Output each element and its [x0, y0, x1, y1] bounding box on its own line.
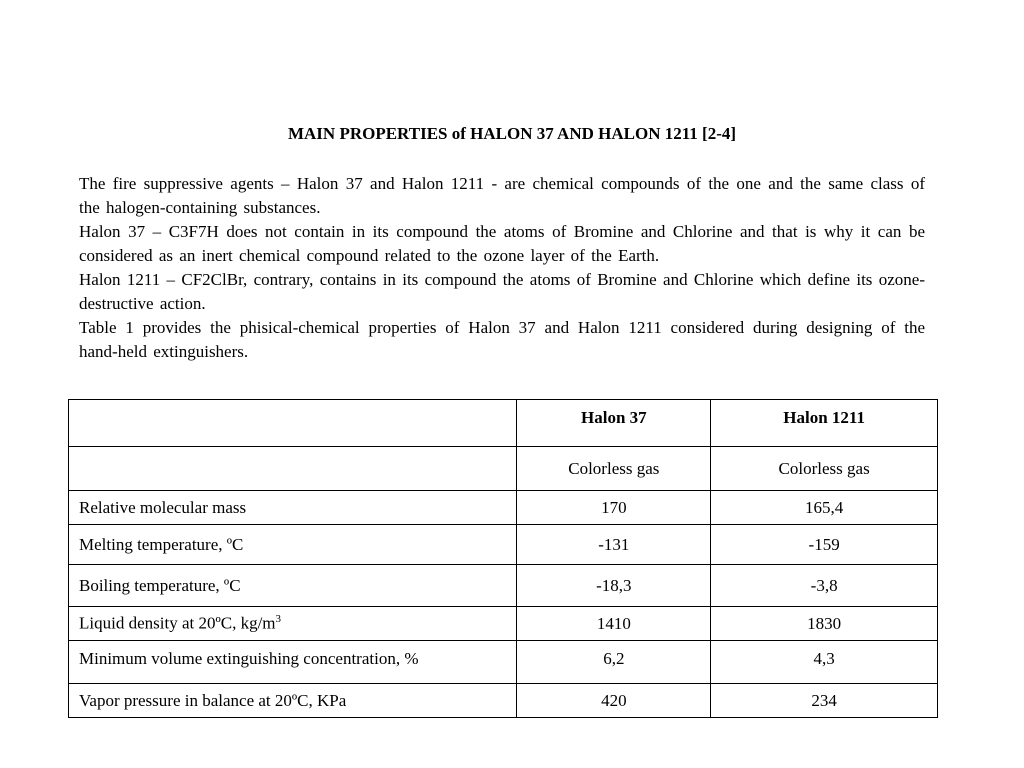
property-label: Liquid density at 20ºC, kg/m: [79, 613, 276, 633]
table-row: [69, 607, 938, 641]
property-cell: Melting temperature, ºC: [69, 525, 517, 565]
table-row: [69, 525, 938, 565]
halon-37-cell: 420: [517, 684, 711, 718]
halon-37-cell: -131: [517, 525, 711, 565]
property-cell: Vapor pressure in balance at 20ºC, KPa: [69, 684, 517, 718]
halon-37-cell: 170: [517, 491, 711, 525]
paragraph-intro: The fire suppressive agents – Halon 37 and Halon 1211 - are chemical compounds of the one and the same class of the halogen-containing substances.: [79, 174, 925, 217]
property-cell: [69, 447, 517, 491]
header-halon-1211: Halon 1211: [711, 400, 938, 447]
halon-1211-cell: 1830: [711, 607, 938, 641]
halon-37-cell: 1410: [517, 607, 711, 641]
table-row: [69, 684, 938, 718]
property-cell: Minimum volume extinguishing concentration, %: [69, 641, 517, 684]
paragraph-halon37: Halon 37 – C3F7H does not contain in its compound the atoms of Bromine and Chlorine and that is why it can be considered as an inert chemical compound related to the ozone layer of the Earth.: [79, 222, 925, 265]
halon-1211-cell: Colorless gas: [711, 447, 938, 491]
halon-37-cell: 6,2: [517, 641, 711, 684]
table-row: [69, 641, 938, 684]
property-cell: [69, 607, 517, 641]
table-row: [69, 491, 938, 525]
paragraph-halon1211: Halon 1211 – CF2ClBr, contrary, contains in its compound the atoms of Bromine and Chlorine which define its ozone-destructive action.: [79, 270, 925, 313]
document-title: MAIN PROPERTIES of HALON 37 AND HALON 1211 [2-4]: [287, 124, 737, 143]
property-cell: Relative molecular mass: [69, 491, 517, 525]
halon-1211-cell: -159: [711, 525, 938, 565]
table-header-row: [69, 400, 938, 447]
halon-1211-cell: 165,4: [711, 491, 938, 525]
halon-37-cell: -18,3: [517, 565, 711, 607]
header-property: [69, 400, 517, 447]
properties-table: [68, 399, 938, 718]
halon-1211-cell: 4,3: [711, 641, 938, 684]
header-halon-37: Halon 37: [517, 400, 711, 447]
table-row: [69, 565, 938, 607]
property-cell: Boiling temperature, ºC: [69, 565, 517, 607]
paragraph-table-ref: Table 1 provides the phisical-chemical properties of Halon 37 and Halon 1211 considered during designing of the hand-held extinguishers.: [79, 318, 925, 361]
halon-1211-cell: 234: [711, 684, 938, 718]
halon-37-cell: Colorless gas: [517, 447, 711, 491]
table-row: [69, 447, 938, 491]
intro-text: [79, 172, 925, 364]
superscript: 3: [275, 613, 282, 626]
halon-1211-cell: -3,8: [711, 565, 938, 607]
